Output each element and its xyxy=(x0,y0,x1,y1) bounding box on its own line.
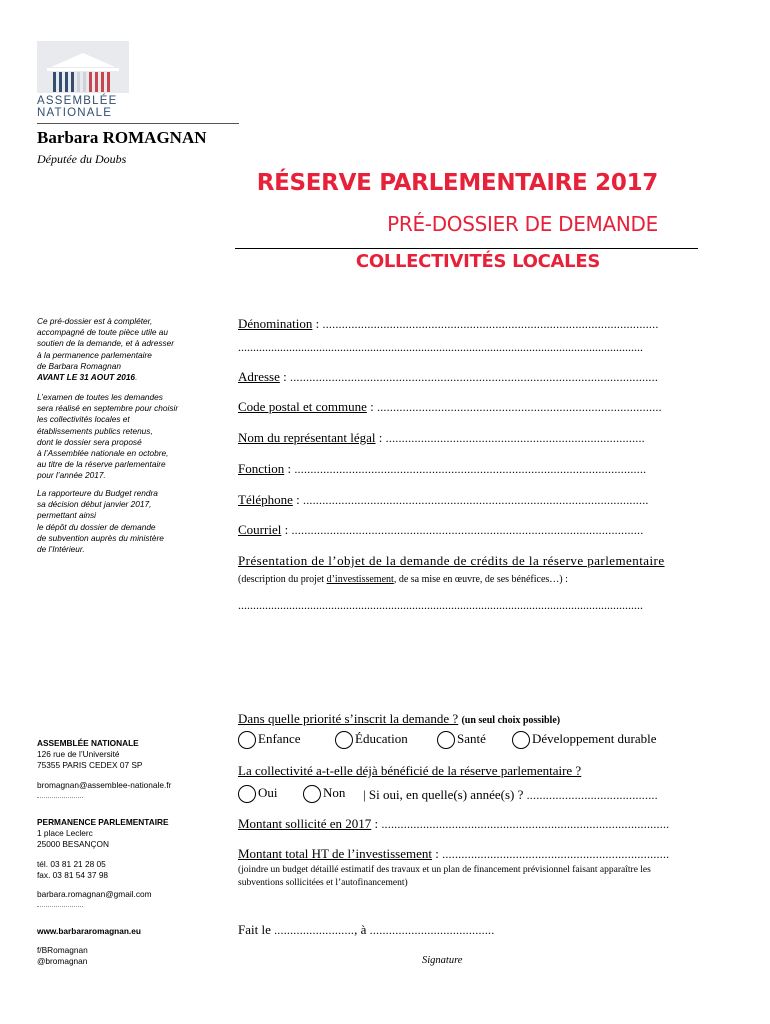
fait-le-label: Fait le xyxy=(238,922,271,937)
header-divider xyxy=(37,123,239,124)
option-non[interactable] xyxy=(303,785,345,803)
note-line: à la permanence parlementaire xyxy=(37,349,152,360)
contact-permanence xyxy=(37,817,207,907)
field-fonction-label: Fonction xyxy=(238,461,285,476)
priority-option-sante[interactable] xyxy=(437,731,486,749)
contact-web xyxy=(37,926,207,968)
contact-perm-address-2: 25000 BESANÇON xyxy=(37,839,109,850)
field-fonction[interactable]: Fonction : .............................................................................................................. xyxy=(238,461,647,476)
note-line: sa décision début janvier 2017, xyxy=(37,499,152,510)
title-divider xyxy=(235,248,698,249)
priority-option-education[interactable] xyxy=(335,731,408,749)
note-line: Ce pré-dossier est à compléter, xyxy=(37,316,153,326)
contact-perm-tel: tél. 03 81 21 28 05 xyxy=(37,858,106,869)
document-title: RÉSERVE PARLEMENTAIRE 2017 xyxy=(256,170,658,196)
a-label: , à xyxy=(354,922,367,937)
note-line: au titre de la réserve parlementaire xyxy=(37,459,166,470)
signature-label: Signature xyxy=(422,955,463,966)
priority-option-developpement[interactable] xyxy=(512,731,657,749)
field-representant[interactable]: Nom du représentant légal : ................................................................................. xyxy=(238,430,645,445)
presentation-desc-after: , de sa mise en œuvre, de ses bénéfices…) : xyxy=(393,574,568,585)
presentation-desc-link: d’investissement xyxy=(326,574,394,585)
note-line: le dépôt du dossier de demande xyxy=(37,521,156,532)
note-line: à l’Assemblée nationale en octobre, xyxy=(37,448,169,459)
montant-note-line-2: subventions sollicitées et l’autofinancement) xyxy=(238,878,408,888)
note-line: de l’Intérieur. xyxy=(37,544,85,555)
field-courriel[interactable]: Courriel : .............................................................................................................. xyxy=(238,522,644,537)
side-note-instructions: Ce pré-dossier est à compléter, accompagné de toute pièce utile au soutien de la demande, et à adresser à la permanence parlementaire de Barbara Romagnan AVANT LE 31 AOUT 2016. xyxy=(37,316,207,383)
montant-total-label: Montant total HT de l’investissement xyxy=(238,846,433,861)
montant-note-line-1: (joindre un budget détaillé estimatif des travaux et un plan de financement prévisionnel faisant apparaître les xyxy=(238,865,651,875)
previous-benefit-label: La collectivité a-t-elle déjà bénéficié de la réserve parlementaire ? xyxy=(238,763,582,778)
twitter-handle[interactable]: @bromagnan xyxy=(37,956,88,967)
field-telephone[interactable]: Téléphone : ............................................................................................................ xyxy=(238,492,649,507)
note-line: La rapporteure du Budget rendra xyxy=(37,488,158,498)
section-title: COLLECTIVITÉS LOCALES xyxy=(355,251,600,272)
note-line: pour l’année 2017. xyxy=(37,470,106,481)
contact-separator xyxy=(37,906,83,907)
logo-wordmark xyxy=(37,95,129,119)
option-label: Éducation xyxy=(355,731,408,746)
assemblee-nationale-logo xyxy=(37,41,129,127)
option-label: Enfance xyxy=(258,731,301,746)
priority-hint: (un seul choix possible) xyxy=(461,715,561,726)
contact-an-email[interactable]: bromagnan@assemblee-nationale.fr xyxy=(37,779,172,790)
field-code-postal-label: Code postal et commune xyxy=(238,399,367,414)
field-fait-le[interactable]: Fait le ........................., à ....................................... xyxy=(238,922,495,937)
option-oui[interactable] xyxy=(238,785,278,803)
presentation-label: Présentation de l’objet de la demande de crédits de la réserve parlementaire xyxy=(238,553,665,568)
previous-benefit-question xyxy=(238,763,698,779)
note-line: accompagné de toute pièce utile au xyxy=(37,327,169,338)
si-oui-label: | Si oui, en quelle(s) année(s) ? xyxy=(363,787,524,802)
field-annees[interactable]: | Si oui, en quelle(s) année(s) ? ......................................... xyxy=(363,787,658,802)
note-line: dont le dossier sera proposé xyxy=(37,436,142,447)
note-line: L’examen de toutes les demandes xyxy=(37,392,163,402)
field-denomination-label: Dénomination xyxy=(238,316,313,331)
side-note-decision xyxy=(37,488,207,555)
radio-circle-icon[interactable] xyxy=(335,731,353,749)
contact-an-title: ASSEMBLÉE NATIONALE xyxy=(37,738,139,748)
field-representant-label: Nom du représentant légal xyxy=(238,430,376,445)
field-adresse-label: Adresse xyxy=(238,369,280,384)
contact-an-address-2: 75355 PARIS CEDEX 07 SP xyxy=(37,760,143,771)
contact-perm-fax: fax. 03 81 54 37 98 xyxy=(37,869,109,880)
radio-circle-icon[interactable] xyxy=(238,731,256,749)
note-line: soutien de la demande, et à adresser xyxy=(37,338,174,349)
deputy-name: Barbara ROMAGNAN xyxy=(37,128,207,147)
presentation-description xyxy=(238,574,568,585)
field-adresse[interactable]: Adresse : ................................................................................................................... xyxy=(238,369,659,384)
option-label: Développement durable xyxy=(532,731,657,746)
note-line: établissements publics retenus, xyxy=(37,425,153,436)
note-line: sera réalisé en septembre pour choisir xyxy=(37,403,179,414)
field-denomination[interactable]: Dénomination : ......................................................................................................... xyxy=(238,316,659,331)
contact-assemblee xyxy=(37,738,207,798)
field-code-postal[interactable]: Code postal et commune : ......................................................................................... xyxy=(238,399,662,414)
option-label: Oui xyxy=(258,785,278,800)
contact-separator xyxy=(37,797,83,798)
side-note-examination xyxy=(37,392,207,482)
priority-question-label: Dans quelle priorité s’inscrit la demande ? xyxy=(238,711,459,726)
radio-circle-icon[interactable] xyxy=(512,731,530,749)
deputy-title: Députée du Doubs xyxy=(37,152,127,166)
hemicycle-logo-icon xyxy=(37,41,129,93)
contact-an-address-1: 126 rue de l’Université xyxy=(37,749,120,760)
priority-option-enfance[interactable] xyxy=(238,731,301,749)
note-line: les collectivités locales et xyxy=(37,414,130,425)
deadline: AVANT LE 31 AOUT 2016 xyxy=(37,372,136,383)
radio-circle-icon[interactable] xyxy=(238,785,256,803)
radio-circle-icon[interactable] xyxy=(303,785,321,803)
note-line: de subvention auprès du ministère xyxy=(37,532,164,543)
contact-perm-title: PERMANENCE PARLEMENTAIRE xyxy=(37,817,169,827)
note-line: de Barbara Romagnan xyxy=(37,360,121,371)
field-montant-sollicite[interactable]: Montant sollicité en 2017 : .......................................................................................... xyxy=(238,816,670,831)
logo-line-2: NATIONALE xyxy=(37,107,113,119)
contact-perm-address-1: 1 place Leclerc xyxy=(37,828,93,839)
presentation-desc-before: (description du projet xyxy=(238,574,327,585)
priority-question xyxy=(238,711,698,727)
website-link[interactable]: www.barbararomagnan.eu xyxy=(37,926,141,936)
document-subtitle: PRÉ-DOSSIER DE DEMANDE xyxy=(387,212,658,236)
field-denomination-continuation[interactable]: ....................................................................................................................................... xyxy=(238,340,643,354)
field-courriel-label: Courriel xyxy=(238,522,282,537)
field-telephone-label: Téléphone xyxy=(238,492,293,507)
contact-perm-email[interactable]: barbara.romagnan@gmail.com xyxy=(37,889,152,900)
option-label: Santé xyxy=(457,731,486,746)
montant-note xyxy=(238,864,698,890)
note-line: permettant ainsi xyxy=(37,510,97,521)
logo-line-1: ASSEMBLÉE xyxy=(37,95,118,107)
field-montant-total[interactable]: Montant total HT de l’investissement : ....................................................................... xyxy=(238,846,670,861)
field-presentation[interactable]: ....................................................................................................................................... xyxy=(238,598,643,612)
facebook-handle[interactable]: f/BRomagnan xyxy=(37,945,88,956)
option-label: Non xyxy=(323,785,346,800)
radio-circle-icon[interactable] xyxy=(437,731,455,749)
montant-sollicite-label: Montant sollicité en 2017 xyxy=(238,816,372,831)
presentation-heading xyxy=(238,553,698,569)
